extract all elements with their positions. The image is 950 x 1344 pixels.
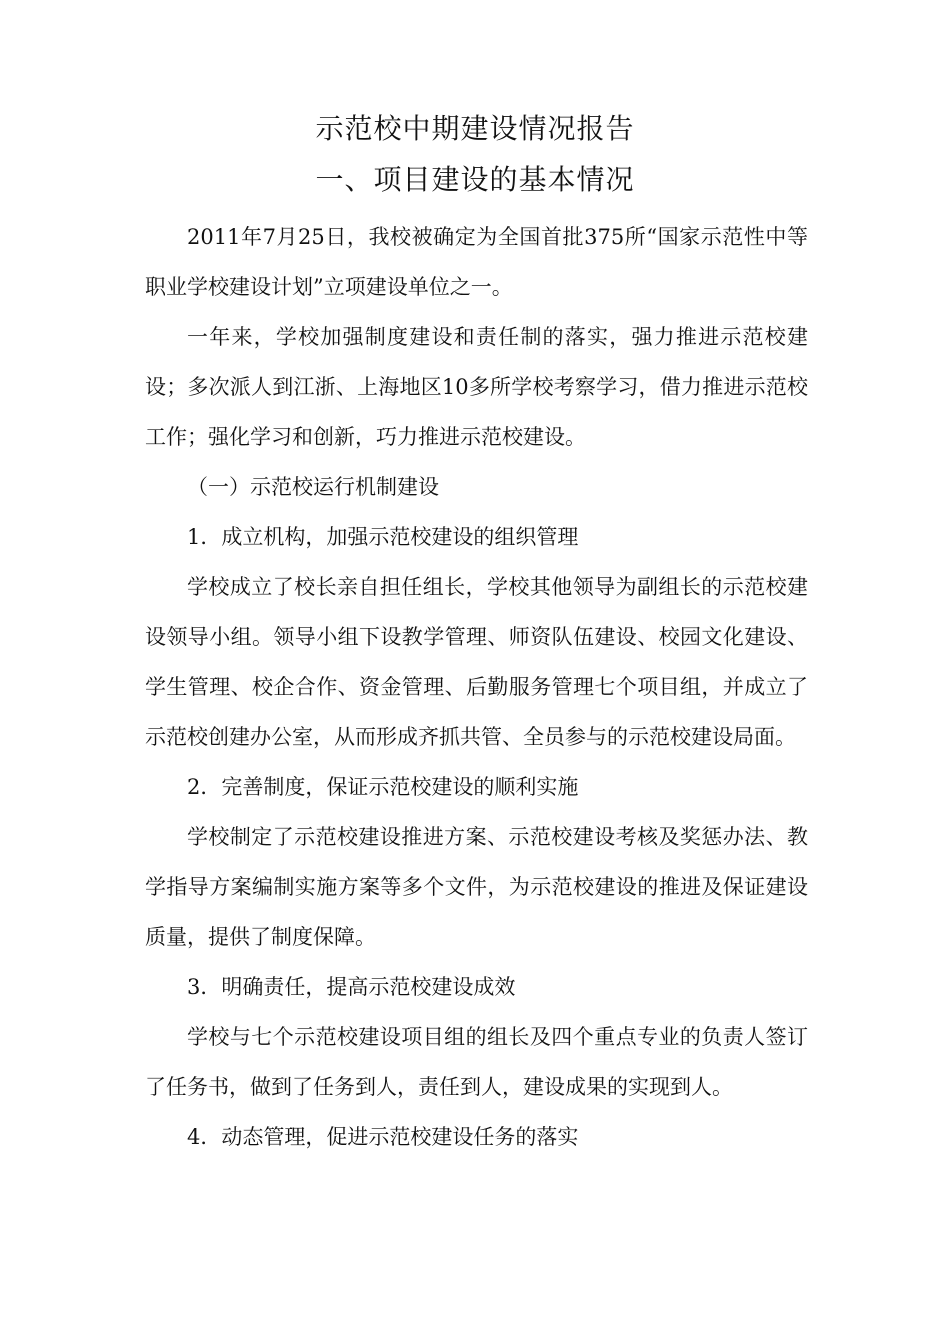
document-title: 示范校中期建设情况报告: [315, 112, 635, 145]
numbered-heading: 2．完善制度，保证示范校建设的顺利实施: [187, 775, 579, 799]
numbered-heading: 1．成立机构，加强示范校建设的组织管理: [187, 525, 579, 549]
document-body: [145, 212, 808, 1162]
paragraph: 一年来，学校加强制度建设和责任制的落实，强力推进示范校建设；多次派人到江浙、上海地区10多所学校考察学习，借力推进示范校工作；强化学习和创新，巧力推进示范校建设。: [145, 325, 808, 449]
section-heading: 一、项目建设的基本情况: [315, 163, 635, 196]
paragraph: 学校制定了示范校建设推进方案、示范校建设考核及奖惩办法、教学指导方案编制实施方案等多个文件，为示范校建设的推进及保证建设质量，提供了制度保障。: [145, 825, 808, 949]
subsection-heading: （一）示范校运行机制建设: [187, 475, 439, 499]
paragraph: 2011年7月25日，我校被确定为全国首批375所“国家示范性中等职业学校建设计划”立项建设单位之一。: [145, 225, 808, 299]
numbered-heading: 4．动态管理，促进示范校建设任务的落实: [187, 1125, 579, 1149]
paragraph: 学校与七个示范校建设项目组的组长及四个重点专业的负责人签订了任务书，做到了任务到人，责任到人，建设成果的实现到人。: [145, 1025, 808, 1099]
numbered-heading: 3．明确责任，提高示范校建设成效: [187, 975, 516, 999]
paragraph: 学校成立了校长亲自担任组长，学校其他领导为副组长的示范校建设领导小组。领导小组下设教学管理、师资队伍建设、校园文化建设、学生管理、校企合作、资金管理、后勤服务管理七个项目组，并成立了示范校创建办公室，从而形成齐抓共管、全员参与的示范校建设局面。: [145, 575, 808, 749]
